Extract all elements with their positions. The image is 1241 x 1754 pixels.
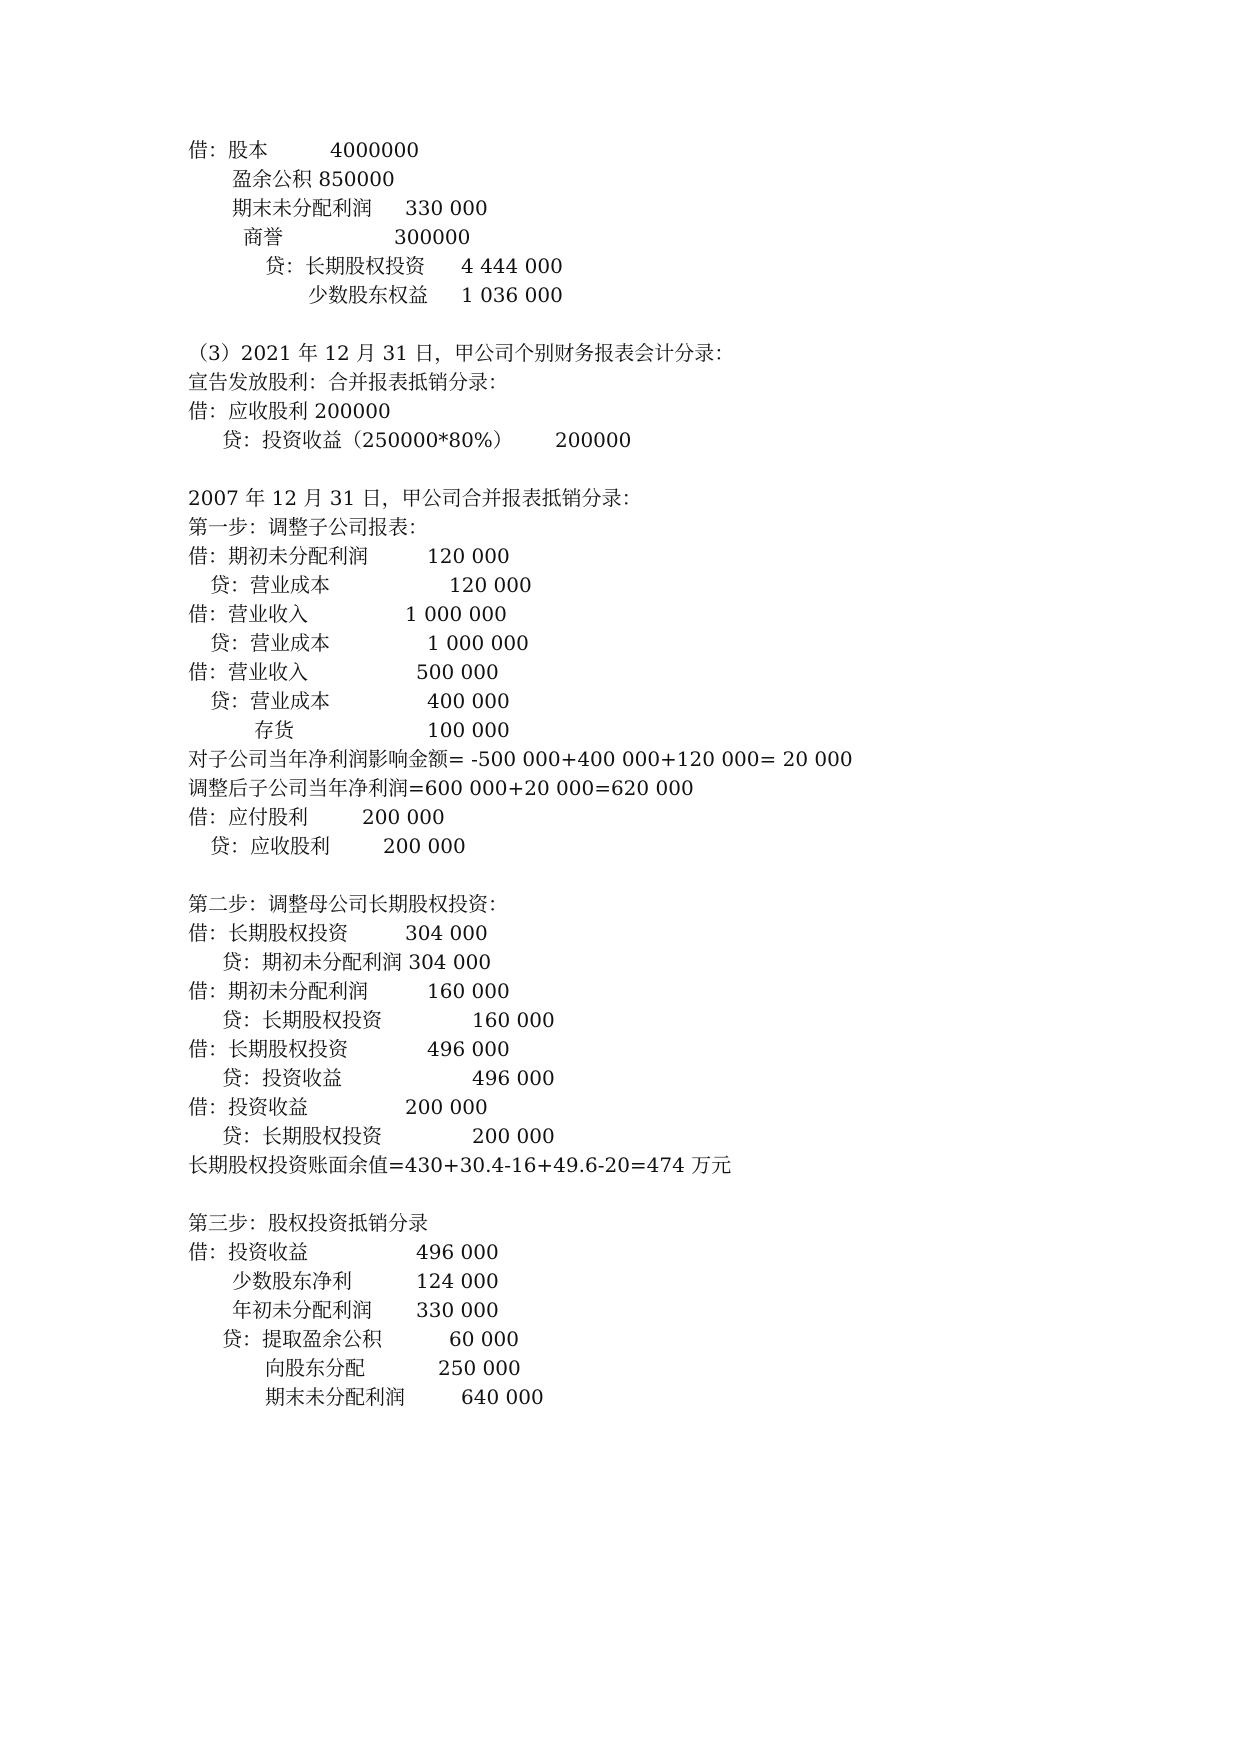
text-line [0, 1123, 1100, 1149]
text-line [0, 166, 1100, 192]
line-text: 向股东分配 [265, 1356, 365, 1380]
line-text: 贷：营业成本 [210, 689, 330, 713]
line-text: 调整后子公司当年净利润=600 000+20 000=620 000 [188, 776, 694, 800]
text-line [0, 688, 1100, 714]
text-line [0, 1152, 1100, 1178]
line-amount: 124 000 [416, 1269, 499, 1293]
text-line [0, 1326, 1100, 1352]
line-amount: 200 000 [405, 1095, 488, 1119]
line-text: 借：股本 [188, 138, 268, 162]
line-amount: 496 000 [416, 1240, 499, 1264]
line-text: 少数股东净利 [232, 1269, 352, 1293]
text-line [0, 398, 1100, 424]
text-line [0, 369, 1100, 395]
line-amount: 300000 [394, 225, 471, 249]
line-text: 期末未分配利润 [232, 196, 372, 220]
line-text: 第三步：股权投资抵销分录 [188, 1211, 428, 1235]
line-amount: 640 000 [461, 1385, 544, 1409]
line-text: 贷：投资收益（250000*80%） [222, 428, 513, 452]
line-text: 贷：期初未分配利润 304 000 [222, 950, 492, 974]
line-amount: 100 000 [427, 718, 510, 742]
line-text: 贷：应收股利 [210, 834, 330, 858]
text-line [0, 543, 1100, 569]
line-text: 第二步：调整母公司长期股权投资： [188, 892, 508, 916]
text-line [0, 920, 1100, 946]
line-amount: 200 000 [362, 805, 445, 829]
text-line [0, 282, 1100, 308]
line-text: 贷：长期股权投资 [265, 254, 425, 278]
line-amount: 330 000 [405, 196, 488, 220]
line-amount: 160 000 [472, 1008, 555, 1032]
line-amount: 160 000 [427, 979, 510, 1003]
line-amount: 4 444 000 [461, 254, 563, 278]
line-text: 贷：长期股权投资 [222, 1008, 382, 1032]
line-text: 借：投资收益 [188, 1095, 308, 1119]
line-amount: 400 000 [427, 689, 510, 713]
line-amount: 4000000 [330, 138, 420, 162]
text-line [0, 514, 1100, 540]
line-text: 存货 [254, 718, 294, 742]
line-text: 盈余公积 850000 [232, 167, 395, 191]
text-line [0, 253, 1100, 279]
line-text: 贷：长期股权投资 [222, 1124, 382, 1148]
line-text: 借：营业收入 [188, 602, 308, 626]
line-amount: 304 000 [405, 921, 488, 945]
line-amount: 496 000 [427, 1037, 510, 1061]
line-amount: 200 000 [383, 834, 466, 858]
text-line [0, 1065, 1100, 1091]
line-text: 借：营业收入 [188, 660, 308, 684]
text-line [0, 1036, 1100, 1062]
text-line [0, 1094, 1100, 1120]
line-text: 借：期初未分配利润 [188, 544, 368, 568]
line-amount: 1 000 000 [405, 602, 507, 626]
line-text: 少数股东权益 [308, 283, 428, 307]
line-text: 借：应收股利 200000 [188, 399, 391, 423]
line-amount: 200 000 [472, 1124, 555, 1148]
text-line [0, 1239, 1100, 1265]
text-line [0, 601, 1100, 627]
line-text: 年初未分配利润 [232, 1298, 372, 1322]
line-text: （3）2021 年 12 月 31 日，甲公司个别财务报表会计分录： [188, 341, 735, 365]
text-line [0, 427, 1100, 453]
text-line [0, 572, 1100, 598]
line-text: 借：应付股利 [188, 805, 308, 829]
line-text: 贷：提取盈余公积 [222, 1327, 382, 1351]
line-text: 借：长期股权投资 [188, 1037, 348, 1061]
line-text: 借：期初未分配利润 [188, 979, 368, 1003]
text-line [0, 137, 1100, 163]
text-line [0, 340, 1100, 366]
line-text: 商誉 [243, 225, 283, 249]
line-amount: 1 000 000 [427, 631, 529, 655]
line-amount: 496 000 [472, 1066, 555, 1090]
line-text: 对子公司当年净利润影响金额= -500 000+400 000+120 000= 20 000 [188, 747, 853, 771]
line-amount: 120 000 [449, 573, 532, 597]
text-line [0, 1210, 1100, 1236]
line-amount: 120 000 [427, 544, 510, 568]
line-text: 借：投资收益 [188, 1240, 308, 1264]
line-text: 宣告发放股利：合并报表抵销分录： [188, 370, 508, 394]
text-line [0, 1384, 1100, 1410]
line-text: 贷：营业成本 [210, 573, 330, 597]
line-amount: 60 000 [449, 1327, 519, 1351]
line-text: 2007 年 12 月 31 日，甲公司合并报表抵销分录： [188, 486, 642, 510]
line-amount: 200000 [555, 428, 632, 452]
text-line [0, 224, 1100, 250]
line-amount: 330 000 [416, 1298, 499, 1322]
text-line [0, 949, 1100, 975]
text-line [0, 659, 1100, 685]
text-line [0, 891, 1100, 917]
line-text: 期末未分配利润 [265, 1385, 405, 1409]
line-text: 贷：投资收益 [222, 1066, 342, 1090]
line-text: 长期股权投资账面余值=430+30.4-16+49.6-20=474 万元 [188, 1153, 732, 1177]
text-line [0, 1268, 1100, 1294]
text-line [0, 195, 1100, 221]
text-line [0, 485, 1100, 511]
text-line [0, 1355, 1100, 1381]
text-line [0, 1007, 1100, 1033]
text-line [0, 717, 1100, 743]
text-line [0, 775, 1100, 801]
text-line [0, 804, 1100, 830]
line-text: 贷：营业成本 [210, 631, 330, 655]
line-amount: 500 000 [416, 660, 499, 684]
text-line [0, 630, 1100, 656]
line-text: 第一步：调整子公司报表： [188, 515, 428, 539]
line-text: 借：长期股权投资 [188, 921, 348, 945]
line-amount: 250 000 [438, 1356, 521, 1380]
text-line [0, 833, 1100, 859]
text-line [0, 746, 1100, 772]
text-line [0, 978, 1100, 1004]
text-line [0, 1297, 1100, 1323]
line-amount: 1 036 000 [461, 283, 563, 307]
